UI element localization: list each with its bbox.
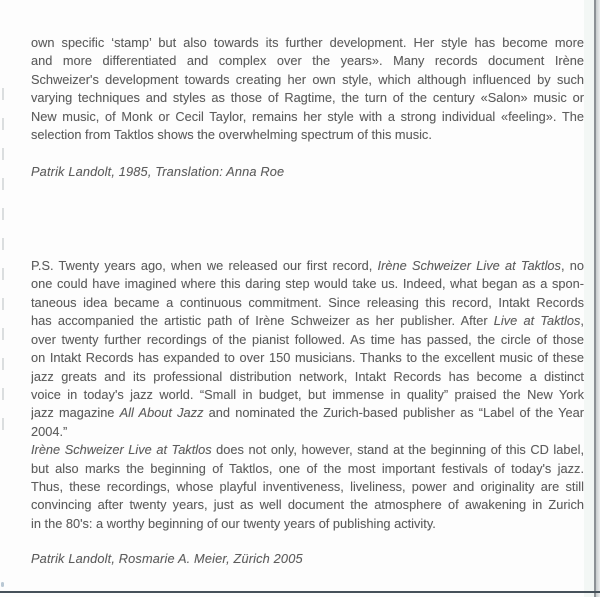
scan-edge-left-ticks xyxy=(2,88,4,433)
byline-1985: Patrik Landolt, 1985, Translation: Anna Roe xyxy=(31,163,285,179)
text-line: voice in today's jazz world. “Small in budget, but immense in quality” praised the New York xyxy=(31,386,584,402)
text-line: jazz magazine All About Jazz and nominated the Zurich-based publisher as “Label of the Year xyxy=(31,405,584,421)
byline-2005: Patrik Landolt, Rosmarie A. Meier, Zürich 2005 xyxy=(31,551,303,567)
text-line: but also marks the beginning of Taktlos, one of the most important festivals of today's jazz. xyxy=(31,460,584,476)
text-line: has accompanied the artistic path of Irène Schweizer as her publisher. After Live at Taktlos, xyxy=(31,313,584,329)
scan-edge-right-line xyxy=(594,0,596,597)
text-line: one could have imagined where this daring step would take us. Indeed, what began as a spon- xyxy=(31,276,584,292)
text-line: varying techniques and styles as those of Ragtime, the turn of the century «Salon» music or xyxy=(31,90,584,106)
text-line: convincing after twenty years, just as well document the atmosphere of awakening in Zurich xyxy=(31,497,584,513)
scan-edge-bottom-line xyxy=(0,591,600,593)
text-line: over twenty further recordings of the pianist followed. As time has passed, the circle of those xyxy=(31,331,584,347)
ps-paragraph xyxy=(31,257,584,533)
text-line: in the 80's: a worthy beginning of our twenty years of publishing activity. xyxy=(31,515,436,531)
opening-paragraph xyxy=(31,34,584,145)
scan-edge-right-outer xyxy=(596,0,600,597)
text-line: Thus, these recordings, whose playful inventiveness, liveliness, power and originality are still xyxy=(31,479,584,495)
text-line: New music, of Monk or Cecil Taylor, remains her style with a strong individual «feeling». The xyxy=(31,108,584,124)
text-line: selection from Taktlos shows the overwhelming spectrum of this music. xyxy=(31,127,432,143)
text-line: 2004.” xyxy=(31,423,68,439)
scan-edge-right-tint xyxy=(584,0,594,597)
text-line: own specific ‘stamp’ but also towards its further development. Her style has become more xyxy=(31,35,584,50)
text-line: Schweizer's development towards creating her own style, which although influenced by such xyxy=(31,71,584,87)
text-line: and more differentiated and complex over the years». Many records document Irène xyxy=(31,53,584,69)
text-line: jazz greats and its professional distribution network, Intakt Records has become a distinct xyxy=(31,368,584,384)
text-column xyxy=(31,0,584,569)
text-line: on Intakt Records has expanded to over 150 musicians. Thanks to the excellent music of these xyxy=(31,350,584,366)
text-line: taneous idea became a continuous commitment. Since releasing this record, Intakt Records xyxy=(31,294,584,310)
scan-speck-dot xyxy=(1,582,4,587)
text-line: P.S. Twenty years ago, when we released our first record, Irène Schweizer Live at Taktlos, no xyxy=(31,257,584,273)
text-line: Irène Schweizer Live at Taktlos does not only, however, stand at the beginning of this CD label, xyxy=(31,442,584,458)
